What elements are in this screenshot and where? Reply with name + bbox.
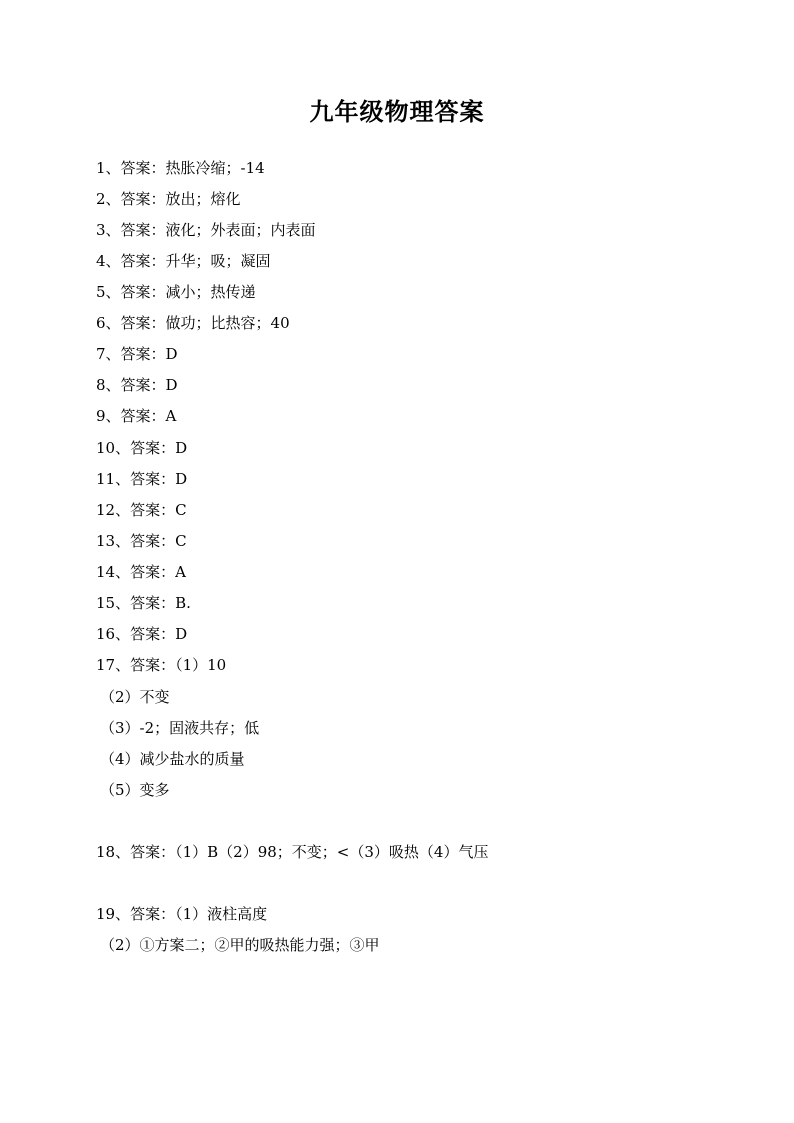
answer-line-17-part-2: （2）不变 bbox=[100, 688, 170, 706]
answer-line-3: 3、答案：液化；外表面；内表面 bbox=[96, 221, 316, 239]
answer-line-2: 2、答案：放出；熔化 bbox=[96, 190, 241, 208]
answer-line-6: 6、答案：做功；比热容；40 bbox=[96, 314, 290, 332]
answer-line-7: 7、答案：D bbox=[96, 345, 178, 363]
answer-line-13: 13、答案：C bbox=[96, 532, 187, 550]
answer-line-11: 11、答案：D bbox=[96, 470, 188, 488]
answer-line-17-part-3: （3）-2；固液共存；低 bbox=[100, 719, 260, 737]
answer-line-16: 16、答案：D bbox=[96, 625, 188, 643]
answer-line-19: 19、答案：（1）液柱高度 bbox=[96, 905, 268, 923]
answer-line-19-part-2: （2）①方案二；②甲的吸热能力强；③甲 bbox=[100, 936, 380, 954]
answer-line-14: 14、答案：A bbox=[96, 563, 186, 581]
answer-line-15: 15、答案：B. bbox=[96, 594, 191, 612]
answer-line-17: 17、答案：（1）10 bbox=[96, 656, 227, 674]
document-title: 九年级物理答案 bbox=[309, 98, 485, 126]
answer-line-18: 18、答案：（1）B（2）98；不变；<（3）吸热（4）气压 bbox=[96, 843, 489, 861]
answer-line-4: 4、答案：升华；吸；凝固 bbox=[96, 252, 271, 270]
answer-line-10: 10、答案：D bbox=[96, 439, 188, 457]
answer-line-8: 8、答案：D bbox=[96, 376, 178, 394]
answer-line-9: 9、答案：A bbox=[96, 407, 177, 425]
answer-line-17-part-5: （5）变多 bbox=[100, 781, 170, 799]
answer-line-12: 12、答案：C bbox=[96, 501, 187, 519]
answer-line-1: 1、答案：热胀冷缩；-14 bbox=[96, 159, 265, 177]
answer-line-17-part-4: （4）减少盐水的质量 bbox=[100, 750, 245, 768]
answer-line-5: 5、答案：减小；热传递 bbox=[96, 283, 256, 301]
